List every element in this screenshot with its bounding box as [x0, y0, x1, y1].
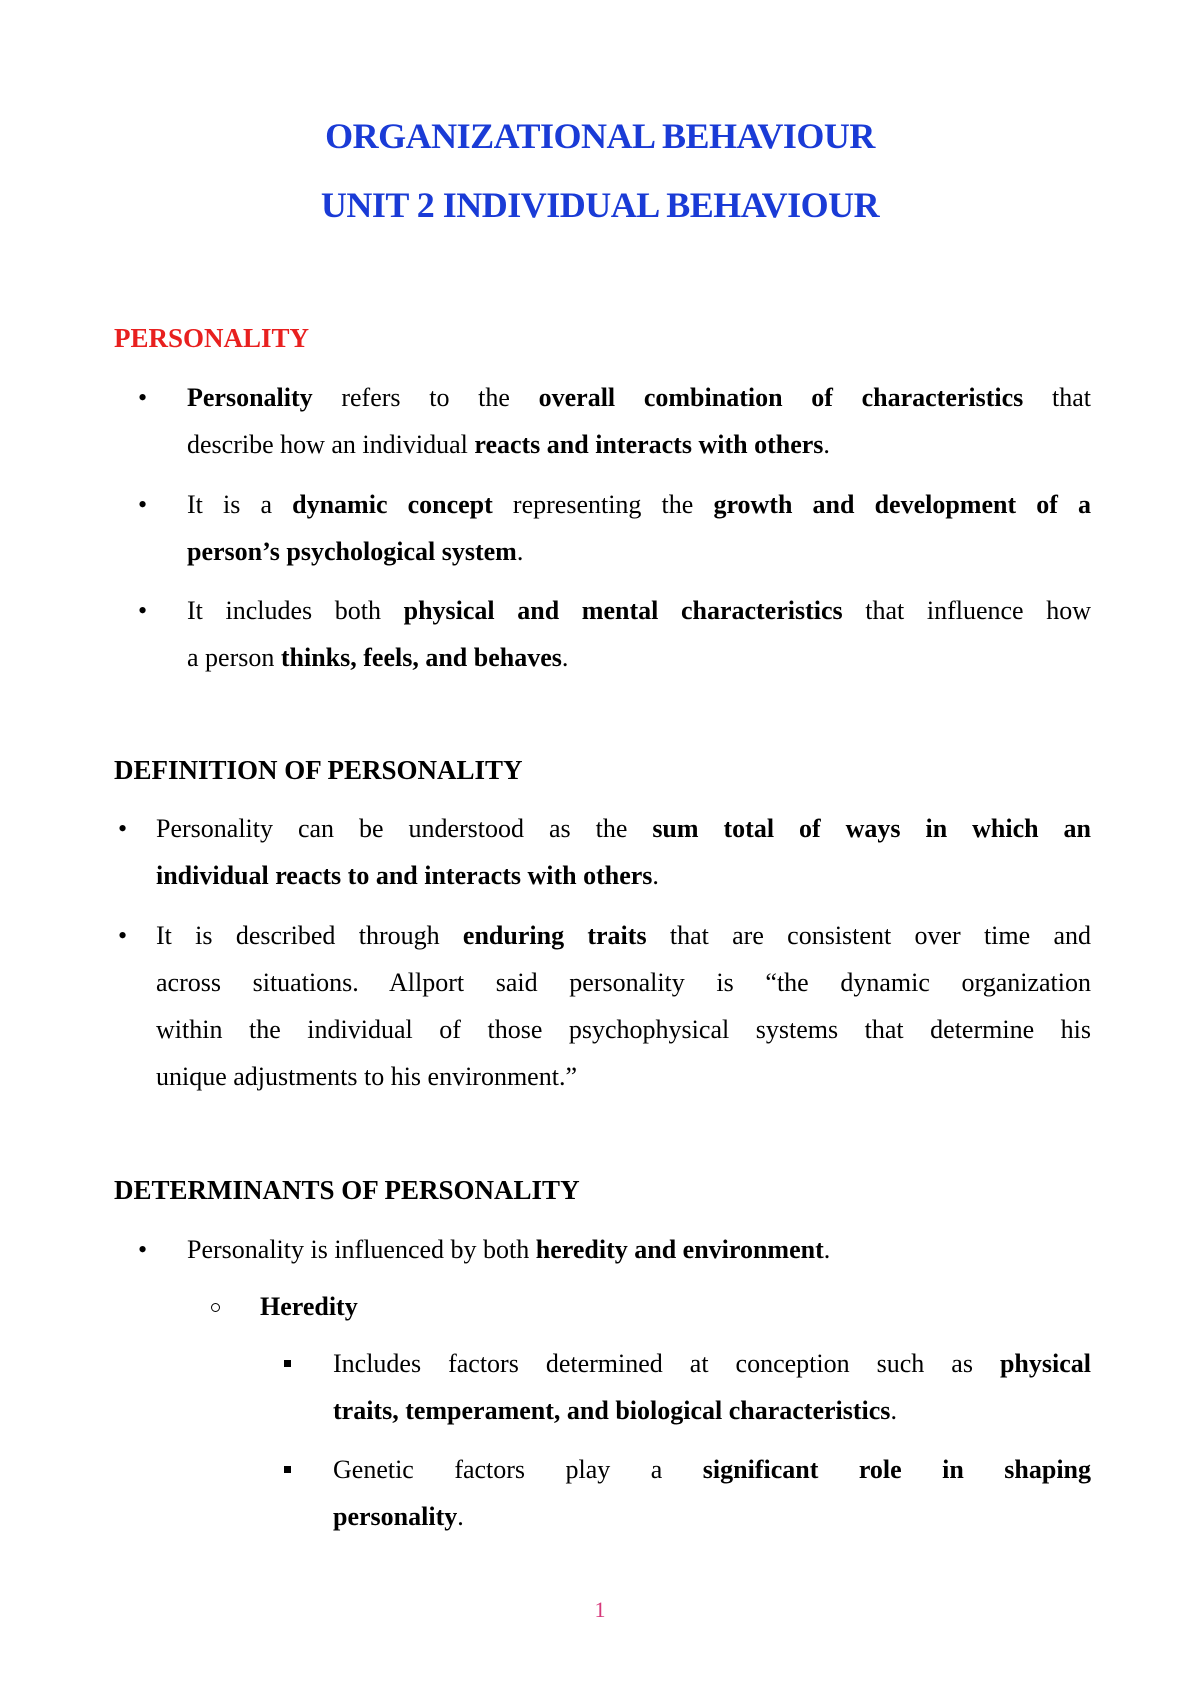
bullet-text: a person thinks, feels, and behaves.	[187, 643, 569, 672]
bullet-icon: •	[118, 814, 128, 843]
bullet-text: It is a dynamic concept representing the growth and development of a	[187, 490, 1092, 519]
unit-title: UNIT 2 INDIVIDUAL BEHAVIOUR	[320, 185, 880, 225]
square-bullet-icon	[284, 1360, 291, 1367]
bullet-icon: •	[138, 596, 148, 625]
bullet-icon: •	[118, 921, 128, 950]
bullet-text: Includes factors determined at conception such as physical	[333, 1349, 1091, 1378]
square-bullet-icon	[284, 1466, 291, 1473]
bullet-text: across situations. Allport said personality is “the dynamic organization	[156, 968, 1091, 997]
bullet-text: person’s psychological system.	[187, 537, 524, 566]
bullet-icon: •	[138, 1235, 148, 1264]
bullet-text: describe how an individual reacts and interacts with others.	[187, 430, 830, 459]
bullet-icon: •	[138, 490, 148, 519]
bullet-icon: •	[138, 383, 148, 412]
bullet-text: Genetic factors play a significant role in shaping	[333, 1455, 1091, 1484]
bullet-text: within the individual of those psychophysical systems that determine his	[156, 1015, 1091, 1044]
section-heading-definition: DEFINITION OF PERSONALITY	[114, 755, 523, 785]
bullet-text: It includes both physical and mental characteristics that influence how	[187, 596, 1091, 625]
section-heading-determinants: DETERMINANTS OF PERSONALITY	[114, 1175, 580, 1205]
sub-heading-heredity: Heredity	[260, 1292, 358, 1321]
bullet-text: Personality refers to the overall combination of characteristics that	[187, 383, 1091, 412]
bullet-text: personality.	[333, 1502, 464, 1531]
page-number: 1	[594, 1597, 606, 1622]
document-title: ORGANIZATIONAL BEHAVIOUR	[325, 116, 875, 156]
section-heading-personality: PERSONALITY	[114, 323, 310, 353]
bullet-text: individual reacts to and interacts with others.	[156, 861, 659, 890]
bullet-text: unique adjustments to his environment.”	[156, 1062, 577, 1091]
bullet-text: Personality can be understood as the sum total of ways in which an	[156, 814, 1091, 843]
bullet-text: traits, temperament, and biological characteristics.	[333, 1396, 897, 1425]
circle-bullet-icon	[211, 1303, 220, 1312]
bullet-text: It is described through enduring traits that are consistent over time and	[156, 921, 1091, 950]
bullet-text: Personality is influenced by both heredity and environment.	[187, 1235, 831, 1264]
